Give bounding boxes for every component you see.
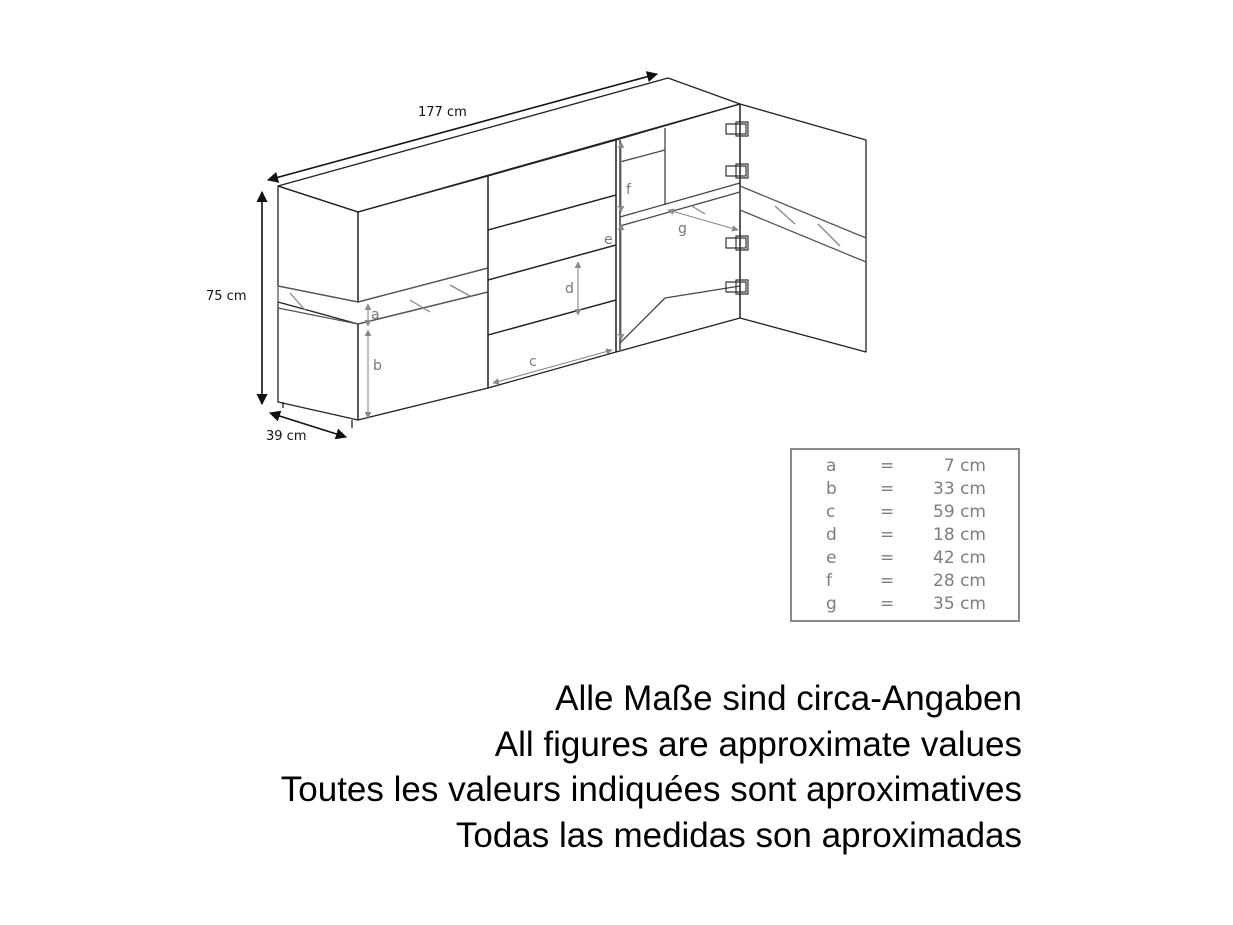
measurement-legend bbox=[790, 448, 1020, 622]
legend-key: c bbox=[826, 502, 836, 522]
legend-row bbox=[792, 502, 1018, 525]
legend-value: 28 cm bbox=[933, 571, 986, 591]
legend-equals: = bbox=[880, 571, 895, 591]
letter-e: e bbox=[604, 232, 613, 248]
note-german: Alle Maße sind circa-Angaben bbox=[555, 679, 1022, 718]
legend-key: b bbox=[826, 479, 837, 499]
glass-shelf-left bbox=[278, 268, 488, 324]
drawer-2 bbox=[488, 195, 616, 280]
upper-left-flap bbox=[358, 176, 488, 302]
legend-value: 18 cm bbox=[933, 525, 986, 545]
dimension-arrows bbox=[262, 74, 657, 437]
legend-key: g bbox=[826, 594, 837, 614]
legend-equals: = bbox=[880, 594, 895, 614]
cabinet-top bbox=[278, 78, 740, 212]
legend-value: 7 cm bbox=[943, 456, 986, 476]
legend-value: 42 cm bbox=[933, 548, 986, 568]
drawer-3 bbox=[488, 245, 616, 335]
legend-equals: = bbox=[880, 502, 895, 522]
letter-d: d bbox=[565, 281, 574, 297]
legend-row bbox=[792, 594, 1018, 617]
left-side-upper bbox=[278, 186, 358, 302]
drawer-4 bbox=[488, 300, 616, 388]
legend-key: d bbox=[826, 525, 837, 545]
note-english: All figures are approximate values bbox=[494, 724, 1022, 764]
legend-value: 33 cm bbox=[933, 479, 986, 499]
letter-f: f bbox=[626, 182, 631, 198]
width-arrow bbox=[268, 74, 657, 180]
left-side-lower bbox=[278, 302, 358, 420]
legend-row bbox=[792, 525, 1018, 548]
legend-row bbox=[792, 479, 1018, 502]
letter-c: c bbox=[529, 354, 537, 370]
hinge-icons bbox=[726, 122, 748, 294]
legend-row bbox=[792, 548, 1018, 571]
legend-value: 35 cm bbox=[933, 594, 986, 614]
part-arrows bbox=[368, 142, 738, 418]
legend-value: 59 cm bbox=[933, 502, 986, 522]
legend-equals: = bbox=[880, 479, 895, 499]
letter-b: b bbox=[373, 358, 382, 374]
open-door bbox=[740, 104, 866, 352]
legend-key: f bbox=[826, 571, 832, 591]
cabinet-drawing bbox=[278, 78, 866, 428]
legend-row bbox=[792, 571, 1018, 594]
legend-equals: = bbox=[880, 525, 895, 545]
drawer-1 bbox=[488, 140, 616, 230]
legend-equals: = bbox=[880, 456, 895, 476]
legend-key: a bbox=[826, 456, 837, 476]
legend-key: e bbox=[826, 548, 837, 568]
note-french: Toutes les valeurs indiquées sont aproximatives bbox=[280, 770, 1022, 809]
width-label: 177 cm bbox=[418, 105, 467, 120]
legend-equals: = bbox=[880, 548, 895, 568]
legend-row bbox=[792, 456, 1018, 479]
approximate-values-note bbox=[200, 676, 1022, 858]
open-door-glass bbox=[740, 186, 866, 262]
note-spanish: Todas las medidas son aproximadas bbox=[455, 815, 1022, 855]
letter-a: a bbox=[371, 307, 380, 323]
letter-g: g bbox=[678, 221, 687, 237]
height-label: 75 cm bbox=[206, 289, 247, 304]
depth-label: 39 cm bbox=[266, 429, 307, 444]
compartment-shelf bbox=[620, 183, 740, 226]
